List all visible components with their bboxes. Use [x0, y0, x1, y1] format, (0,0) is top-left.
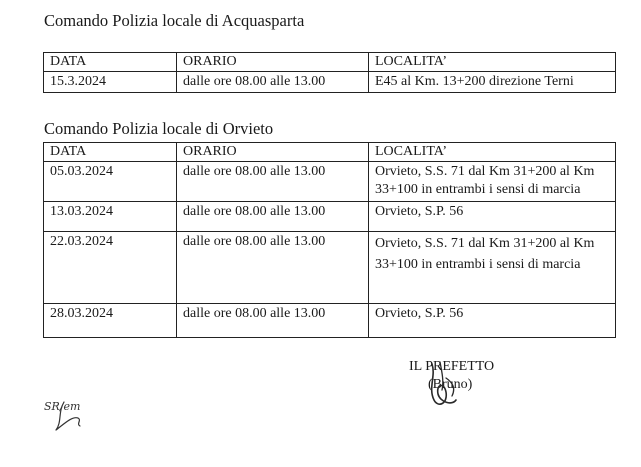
section-title-orvieto: Comando Polizia locale di Orvieto — [44, 119, 274, 138]
cell-date: 22.03.2024 — [44, 232, 177, 304]
handwritten-signature-icon — [422, 360, 466, 410]
table-orvieto — [43, 142, 616, 338]
header-data: DATA — [44, 53, 177, 72]
table-row — [44, 304, 616, 338]
cell-date: 28.03.2024 — [44, 304, 177, 338]
cell-date: 15.3.2024 — [44, 72, 177, 93]
signature-title: IL PREFETTO — [409, 359, 495, 374]
cell-time: dalle ore 08.00 alle 13.00 — [177, 304, 369, 338]
cell-date: 05.03.2024 — [44, 162, 177, 202]
cell-time: dalle ore 08.00 alle 13.00 — [177, 202, 369, 232]
table-row — [44, 162, 616, 202]
initials-text: SR/em — [44, 400, 81, 413]
cell-location: Orvieto, S.S. 71 dal Km 31+200 al Km 33+100 in entrambi i sensi di marcia — [369, 162, 616, 202]
cell-time: dalle ore 08.00 alle 13.00 — [177, 72, 369, 93]
signature-name: (Bruno) — [428, 377, 473, 392]
table-row — [44, 202, 616, 232]
table-acquasparta — [43, 52, 616, 93]
header-data: DATA — [44, 143, 177, 162]
header-localita: LOCALITA’ — [369, 143, 616, 162]
header-orario: ORARIO — [177, 53, 369, 72]
cell-date: 13.03.2024 — [44, 202, 177, 232]
header-localita: LOCALITA’ — [369, 53, 616, 72]
cell-time: dalle ore 08.00 alle 13.00 — [177, 232, 369, 304]
cell-time: dalle ore 08.00 alle 13.00 — [177, 162, 369, 202]
initials-scribble-icon — [44, 398, 84, 432]
table-row — [44, 72, 616, 93]
table-header-row — [44, 143, 616, 162]
table-header-row — [44, 53, 616, 72]
header-orario: ORARIO — [177, 143, 369, 162]
cell-location: Orvieto, S.P. 56 — [369, 304, 616, 338]
section-title-acquasparta: Comando Polizia locale di Acquasparta — [44, 11, 305, 30]
cell-location: Orvieto, S.P. 56 — [369, 202, 616, 232]
table-row — [44, 232, 616, 304]
cell-location: Orvieto, S.S. 71 dal Km 31+200 al Km 33+100 in entrambi i sensi di marcia — [369, 232, 616, 304]
cell-location: E45 al Km. 13+200 direzione Terni — [369, 72, 616, 93]
